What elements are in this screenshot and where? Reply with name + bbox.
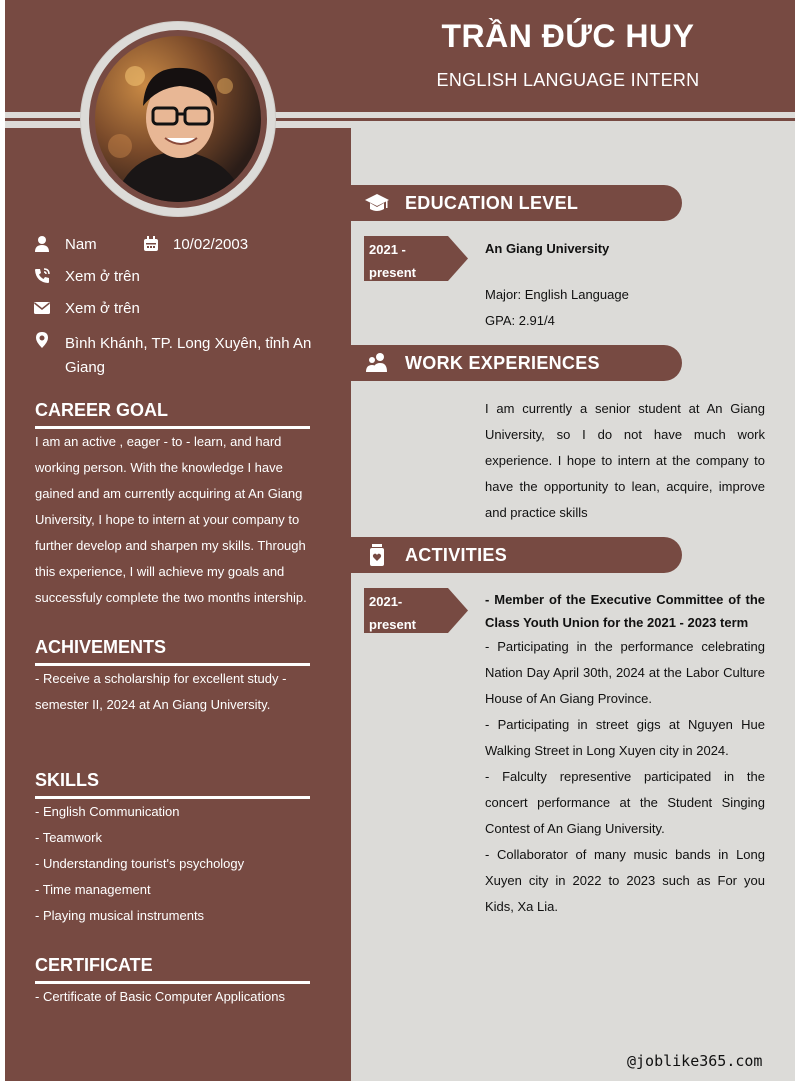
graduation-cap-icon: [365, 192, 389, 214]
work-header: [351, 345, 682, 381]
list-item: - Understanding tourist's psychology: [35, 856, 245, 871]
work-text: I am currently a senior student at An Giang University, so I do not have much work experience. I hope to intern at the company to have the opportunity to lean, acquire, improve and practice skills: [485, 401, 765, 520]
activities-date-tag: [364, 588, 446, 633]
education-school: An Giang University: [485, 241, 610, 256]
list-item: - Playing musical instruments: [35, 908, 205, 923]
list-item: - English Communication: [35, 804, 180, 819]
phone: Xem ở trên: [65, 268, 140, 285]
education-date: 2021 - present: [369, 242, 416, 280]
birthdate: 10/02/2003: [173, 236, 249, 253]
candidate-name: TRẦN ĐỨC HUY: [441, 18, 695, 54]
list-item: - Teamwork: [35, 830, 102, 845]
person-icon: [33, 235, 51, 253]
skills-title: SKILLS: [35, 770, 100, 790]
profile-photo-illustration: [95, 36, 261, 202]
skills-list: [35, 799, 325, 929]
heart-jar-icon: [365, 544, 389, 566]
education-header: [351, 185, 682, 221]
mail-icon: [33, 299, 51, 317]
phone-icon: [33, 267, 51, 285]
education-date-tag: [364, 236, 446, 281]
achievements-title: ACHIVEMENTS: [35, 637, 167, 657]
certificate-title: CERTIFICATE: [35, 955, 153, 975]
cv-page: [5, 0, 795, 1081]
achievements-text: - Receive a scholarship for excellent study - semester II, 2024 at An Giang University.: [35, 671, 287, 712]
list-item: - Participating in street gigs at Nguyen Hue Walking Street in Long Xuyen city in 2024.: [485, 717, 765, 758]
watermark: @joblike365.com: [627, 1052, 763, 1070]
gender: Nam: [65, 236, 97, 253]
list-item: - Time management: [35, 882, 151, 897]
career-goal-text: I am an active , eager - to - learn, and hard working person. With the knowledge I have gained and am currently acquiring at An Giang University, I hope to intern at your company to further develop and sharpen my skills. Through this experience, I will achieve my goals and successfuly complete the two months intership.: [35, 434, 307, 605]
avatar: [81, 22, 275, 216]
education-major: Major: English Language: [485, 287, 629, 302]
location-pin-icon: [33, 331, 51, 349]
activities-list: [485, 634, 765, 920]
list-item: - Participating in the performance celebrating Nation Day April 30th, 2024 at the Labor Culture House of An Giang Province.: [485, 639, 765, 706]
activities-title: ACTIVITIES: [405, 545, 508, 565]
list-item: - Certificate of Basic Computer Applications: [35, 989, 285, 1004]
list-item: - Collaborator of many music bands in Long Xuyen city in 2022 to 2023 such as For you Kids, Xa Lia.: [485, 847, 765, 914]
people-icon: [365, 352, 389, 374]
email: Xem ở trên: [65, 300, 140, 317]
work-title: WORK EXPERIENCES: [405, 353, 600, 373]
certificate-list: [35, 984, 325, 1010]
education-gpa: GPA: 2.91/4: [485, 313, 555, 328]
education-title: EDUCATION LEVEL: [405, 193, 579, 213]
list-item: - Falculty representive participated in the concert performance at the Student Singing Contest of An Giang University.: [485, 769, 765, 836]
activities-role: - Member of the Executive Committee of the Class Youth Union for the 2021 - 2023 term: [485, 592, 765, 630]
profile-photo: [95, 36, 261, 202]
activities-header: [351, 537, 682, 573]
address: Bình Khánh, TP. Long Xuyên, tỉnh An Giang: [65, 335, 312, 376]
calendar-icon: [142, 235, 160, 253]
job-title: ENGLISH LANGUAGE INTERN: [436, 70, 700, 90]
activities-date: 2021- present: [369, 594, 416, 632]
career-goal-title: CAREER GOAL: [35, 400, 169, 420]
